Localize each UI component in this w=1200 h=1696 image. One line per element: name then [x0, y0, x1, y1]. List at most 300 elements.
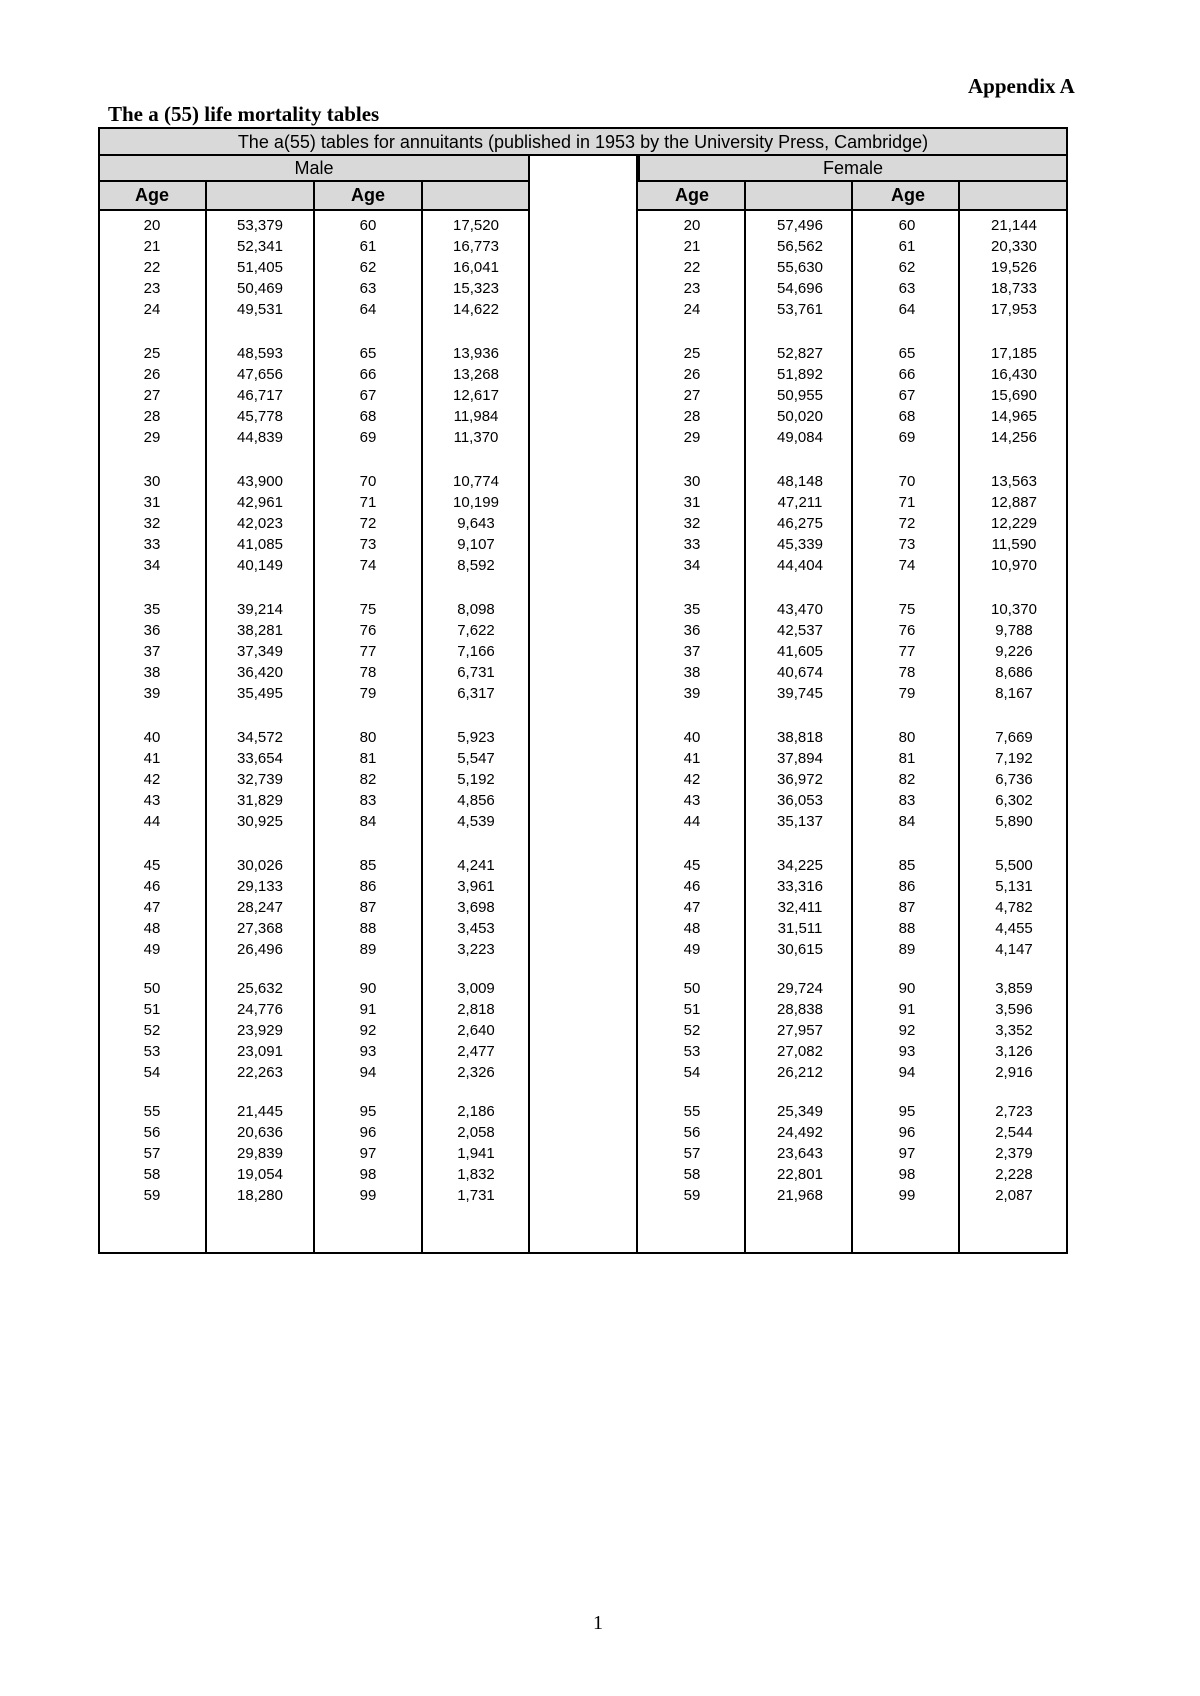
table-cell: 54 — [683, 1064, 701, 1081]
table-cell: 3,961 — [457, 878, 495, 895]
table-cell: 64 — [898, 301, 916, 318]
grid-line — [636, 156, 638, 1254]
grid-line — [851, 182, 853, 1254]
table-cell: 28,247 — [237, 899, 283, 916]
table-cell: 36 — [143, 622, 161, 639]
table-cell: 22 — [143, 259, 161, 276]
table-cell: 56 — [143, 1124, 161, 1141]
table-cell: 1,941 — [457, 1145, 495, 1162]
table-cell: 32 — [143, 515, 161, 532]
table-cell: 13,563 — [991, 473, 1037, 490]
table-cell: 24,776 — [237, 1001, 283, 1018]
table-cell: 97 — [898, 1145, 916, 1162]
female-group-header: Female — [638, 156, 1068, 182]
table-cell: 59 — [683, 1187, 701, 1204]
table-cell: 85 — [359, 857, 377, 874]
table-cell: 23 — [143, 280, 161, 297]
table-cell: 36,972 — [777, 771, 823, 788]
table-cell: 50,469 — [237, 280, 283, 297]
table-cell: 2,723 — [995, 1103, 1033, 1120]
table-cell: 34 — [143, 557, 161, 574]
table-cell: 21,144 — [991, 217, 1037, 234]
table-cell: 36,420 — [237, 664, 283, 681]
table-cell: 54,696 — [777, 280, 823, 297]
table-cell: 63 — [359, 280, 377, 297]
table-cell: 23,929 — [237, 1022, 283, 1039]
table-cell: 2,477 — [457, 1043, 495, 1060]
table-cell: 57,496 — [777, 217, 823, 234]
table-cell: 55,630 — [777, 259, 823, 276]
table-cell: 15,323 — [453, 280, 499, 297]
table-cell: 54 — [143, 1064, 161, 1081]
female-column-header-row — [638, 182, 1068, 211]
table-cell: 4,539 — [457, 813, 495, 830]
table-cell: 35,137 — [777, 813, 823, 830]
table-cell: 2,916 — [995, 1064, 1033, 1081]
table-cell: 37,349 — [237, 643, 283, 660]
table-cell: 60 — [359, 217, 377, 234]
table-cell: 42,961 — [237, 494, 283, 511]
table-cell: 72 — [898, 515, 916, 532]
table-cell: 16,041 — [453, 259, 499, 276]
table-cell: 5,923 — [457, 729, 495, 746]
table-cell: 29 — [143, 429, 161, 446]
table-cell: 21,445 — [237, 1103, 283, 1120]
table-cell: 35 — [683, 601, 701, 618]
table-cell: 89 — [359, 941, 377, 958]
table-cell: 76 — [898, 622, 916, 639]
table-cell: 25 — [683, 345, 701, 362]
table-cell: 82 — [898, 771, 916, 788]
table-cell: 5,547 — [457, 750, 495, 767]
table-cell: 46,275 — [777, 515, 823, 532]
table-cell: 2,640 — [457, 1022, 495, 1039]
table-cell: 53,761 — [777, 301, 823, 318]
male-age-header-2: Age — [350, 185, 385, 205]
table-cell: 47,211 — [777, 494, 823, 511]
table-cell: 50 — [143, 980, 161, 997]
table-cell: 60 — [898, 217, 916, 234]
table-cell: 7,622 — [457, 622, 495, 639]
table-cell: 4,455 — [995, 920, 1033, 937]
table-cell: 95 — [898, 1103, 916, 1120]
table-cell: 84 — [359, 813, 377, 830]
table-cell: 82 — [359, 771, 377, 788]
table-cell: 34,225 — [777, 857, 823, 874]
table-cell: 77 — [898, 643, 916, 660]
table-cell: 24 — [143, 301, 161, 318]
table-cell: 8,592 — [457, 557, 495, 574]
table-cell: 65 — [359, 345, 377, 362]
table-cell: 42,537 — [777, 622, 823, 639]
table-cell: 42 — [143, 771, 161, 788]
table-cell: 39,214 — [237, 601, 283, 618]
table-cell: 44 — [143, 813, 161, 830]
table-cell: 61 — [898, 238, 916, 255]
table-cell: 79 — [898, 685, 916, 702]
table-cell: 93 — [898, 1043, 916, 1060]
table-cell: 2,186 — [457, 1103, 495, 1120]
table-cell: 58 — [143, 1166, 161, 1183]
female-age-header-2: Age — [890, 185, 925, 205]
table-cell: 39 — [683, 685, 701, 702]
table-cell: 69 — [359, 429, 377, 446]
table-cell: 36,053 — [777, 792, 823, 809]
table-cell: 94 — [359, 1064, 377, 1081]
grid-line — [1066, 156, 1068, 1254]
table-bottom-border — [98, 1252, 1068, 1254]
table-cell: 52,827 — [777, 345, 823, 362]
table-cell: 86 — [898, 878, 916, 895]
table-cell: 48,148 — [777, 473, 823, 490]
table-cell: 45 — [683, 857, 701, 874]
table-cell: 65 — [898, 345, 916, 362]
table-cell: 91 — [359, 1001, 377, 1018]
table-cell: 81 — [898, 750, 916, 767]
table-cell: 27 — [143, 387, 161, 404]
table-cell: 37,894 — [777, 750, 823, 767]
table-cell: 92 — [359, 1022, 377, 1039]
table-cell: 23,643 — [777, 1145, 823, 1162]
grid-line — [205, 182, 207, 1254]
table-cell: 26,496 — [237, 941, 283, 958]
table-cell: 20 — [683, 217, 701, 234]
table-cell: 17,520 — [453, 217, 499, 234]
table-cell: 2,058 — [457, 1124, 495, 1141]
table-cell: 39,745 — [777, 685, 823, 702]
table-cell: 73 — [359, 536, 377, 553]
table-cell: 36 — [683, 622, 701, 639]
table-cell: 3,009 — [457, 980, 495, 997]
table-cell: 40,149 — [237, 557, 283, 574]
table-cell: 14,622 — [453, 301, 499, 318]
table-cell: 31,511 — [777, 920, 823, 937]
table-cell: 97 — [359, 1145, 377, 1162]
grid-line — [313, 182, 315, 1254]
table-cell: 78 — [359, 664, 377, 681]
table-cell: 80 — [898, 729, 916, 746]
document-title: The a (55) life mortality tables — [108, 102, 380, 126]
table-cell: 46 — [683, 878, 701, 895]
table-cell: 91 — [898, 1001, 916, 1018]
table-cell: 8,098 — [457, 601, 495, 618]
table-cell: 95 — [359, 1103, 377, 1120]
table-cell: 55 — [683, 1103, 701, 1120]
table-cell: 4,147 — [995, 941, 1033, 958]
table-cell: 27,957 — [777, 1022, 823, 1039]
table-cell: 86 — [359, 878, 377, 895]
table-cell: 31 — [683, 494, 701, 511]
table-cell: 13,268 — [453, 366, 499, 383]
table-cell: 25,349 — [777, 1103, 823, 1120]
table-cell: 29 — [683, 429, 701, 446]
table-cell: 38,818 — [777, 729, 823, 746]
table-cell: 12,229 — [991, 515, 1037, 532]
table-cell: 33,316 — [777, 878, 823, 895]
table-cell: 33,654 — [237, 750, 283, 767]
table-cell: 30 — [143, 473, 161, 490]
table-cell: 21 — [683, 238, 701, 255]
table-cell: 90 — [359, 980, 377, 997]
table-cell: 20 — [143, 217, 161, 234]
table-cell: 6,736 — [995, 771, 1033, 788]
table-cell: 25 — [143, 345, 161, 362]
table-cell: 26 — [143, 366, 161, 383]
table-cell: 84 — [898, 813, 916, 830]
table-cell: 27,082 — [777, 1043, 823, 1060]
table-cell: 10,774 — [453, 473, 499, 490]
table-cell: 22,263 — [237, 1064, 283, 1081]
table-cell: 80 — [359, 729, 377, 746]
table-cell: 81 — [359, 750, 377, 767]
table-cell: 85 — [898, 857, 916, 874]
table-cell: 53 — [143, 1043, 161, 1060]
table-cell: 12,887 — [991, 494, 1037, 511]
table-cell: 3,859 — [995, 980, 1033, 997]
table-cell: 47 — [143, 899, 161, 916]
table-cell: 30 — [683, 473, 701, 490]
table-cell: 4,241 — [457, 857, 495, 874]
grid-line — [421, 182, 423, 1254]
table-cell: 34 — [683, 557, 701, 574]
table-cell: 1,832 — [457, 1166, 495, 1183]
table-cell: 96 — [898, 1124, 916, 1141]
table-cell: 40 — [143, 729, 161, 746]
table-cell: 2,228 — [995, 1166, 1033, 1183]
table-cell: 51 — [683, 1001, 701, 1018]
table-cell: 2,544 — [995, 1124, 1033, 1141]
table-cell: 2,379 — [995, 1145, 1033, 1162]
table-cell: 18,280 — [237, 1187, 283, 1204]
table-cell: 16,773 — [453, 238, 499, 255]
table-cell: 88 — [359, 920, 377, 937]
table-cell: 28 — [683, 408, 701, 425]
table-cell: 14,256 — [991, 429, 1037, 446]
table-cell: 3,223 — [457, 941, 495, 958]
table-cell: 29,839 — [237, 1145, 283, 1162]
table-cell: 27 — [683, 387, 701, 404]
table-cell: 43,470 — [777, 601, 823, 618]
table-cell: 13,936 — [453, 345, 499, 362]
table-cell: 28,838 — [777, 1001, 823, 1018]
table-cell: 25,632 — [237, 980, 283, 997]
table-cell: 38 — [683, 664, 701, 681]
table-caption: The a(55) tables for annuitants (published in 1953 by the University Press, Cambridge) — [98, 127, 1068, 156]
table-cell: 3,453 — [457, 920, 495, 937]
table-cell: 41 — [143, 750, 161, 767]
table-cell: 67 — [359, 387, 377, 404]
table-cell: 38 — [143, 664, 161, 681]
table-cell: 98 — [359, 1166, 377, 1183]
table-cell: 3,698 — [457, 899, 495, 916]
table-cell: 46 — [143, 878, 161, 895]
table-cell: 44,839 — [237, 429, 283, 446]
table-cell: 14,965 — [991, 408, 1037, 425]
table-cell: 42 — [683, 771, 701, 788]
table-cell: 34,572 — [237, 729, 283, 746]
table-cell: 23,091 — [237, 1043, 283, 1060]
table-cell: 74 — [898, 557, 916, 574]
table-cell: 74 — [359, 557, 377, 574]
table-cell: 53,379 — [237, 217, 283, 234]
grid-line — [958, 182, 960, 1254]
table-cell: 96 — [359, 1124, 377, 1141]
mortality-table — [98, 127, 1068, 1256]
table-cell: 37 — [143, 643, 161, 660]
table-cell: 23 — [683, 280, 701, 297]
table-cell: 51 — [143, 1001, 161, 1018]
table-cell: 3,352 — [995, 1022, 1033, 1039]
grid-line — [744, 182, 746, 1254]
table-cell: 29,133 — [237, 878, 283, 895]
table-cell: 88 — [898, 920, 916, 937]
table-cell: 33 — [143, 536, 161, 553]
table-cell: 42,023 — [237, 515, 283, 532]
table-cell: 61 — [359, 238, 377, 255]
table-cell: 57 — [683, 1145, 701, 1162]
table-cell: 99 — [359, 1187, 377, 1204]
table-cell: 45 — [143, 857, 161, 874]
table-cell: 29,724 — [777, 980, 823, 997]
table-cell: 87 — [898, 899, 916, 916]
table-cell: 35 — [143, 601, 161, 618]
table-cell: 22,801 — [777, 1166, 823, 1183]
table-cell: 32,739 — [237, 771, 283, 788]
table-cell: 48 — [683, 920, 701, 937]
table-cell: 15,690 — [991, 387, 1037, 404]
table-cell: 31 — [143, 494, 161, 511]
table-cell: 76 — [359, 622, 377, 639]
table-cell: 20,636 — [237, 1124, 283, 1141]
table-cell: 40 — [683, 729, 701, 746]
table-cell: 21 — [143, 238, 161, 255]
table-cell: 49,531 — [237, 301, 283, 318]
table-cell: 47 — [683, 899, 701, 916]
table-cell: 47,656 — [237, 366, 283, 383]
table-cell: 56,562 — [777, 238, 823, 255]
table-cell: 26 — [683, 366, 701, 383]
table-cell: 94 — [898, 1064, 916, 1081]
table-cell: 68 — [359, 408, 377, 425]
table-cell: 41,085 — [237, 536, 283, 553]
table-cell: 68 — [898, 408, 916, 425]
table-cell: 24 — [683, 301, 701, 318]
table-cell: 77 — [359, 643, 377, 660]
table-cell: 43,900 — [237, 473, 283, 490]
table-cell: 71 — [359, 494, 377, 511]
table-cell: 69 — [898, 429, 916, 446]
table-cell: 7,166 — [457, 643, 495, 660]
table-cell: 17,953 — [991, 301, 1037, 318]
table-cell: 49 — [683, 941, 701, 958]
table-cell: 10,370 — [991, 601, 1037, 618]
table-cell: 43 — [143, 792, 161, 809]
appendix-label: Appendix A — [968, 74, 1075, 98]
table-cell: 46,717 — [237, 387, 283, 404]
table-cell: 38,281 — [237, 622, 283, 639]
table-cell: 19,526 — [991, 259, 1037, 276]
table-cell: 52,341 — [237, 238, 283, 255]
table-cell: 35,495 — [237, 685, 283, 702]
table-cell: 3,126 — [995, 1043, 1033, 1060]
grid-line — [98, 156, 100, 1254]
table-cell: 9,643 — [457, 515, 495, 532]
table-cell: 22 — [683, 259, 701, 276]
table-cell: 10,199 — [453, 494, 499, 511]
table-cell: 45,778 — [237, 408, 283, 425]
table-cell: 87 — [359, 899, 377, 916]
table-cell: 52 — [683, 1022, 701, 1039]
table-cell: 64 — [359, 301, 377, 318]
table-cell: 5,500 — [995, 857, 1033, 874]
table-cell: 67 — [898, 387, 916, 404]
table-cell: 9,107 — [457, 536, 495, 553]
table-cell: 30,026 — [237, 857, 283, 874]
table-cell: 4,856 — [457, 792, 495, 809]
table-cell: 30,615 — [777, 941, 823, 958]
table-cell: 90 — [898, 980, 916, 997]
table-cell: 70 — [898, 473, 916, 490]
table-cell: 16,430 — [991, 366, 1037, 383]
table-cell: 50,020 — [777, 408, 823, 425]
table-cell: 9,226 — [995, 643, 1033, 660]
table-cell: 19,054 — [237, 1166, 283, 1183]
table-cell: 83 — [359, 792, 377, 809]
table-cell: 72 — [359, 515, 377, 532]
table-cell: 1,731 — [457, 1187, 495, 1204]
table-cell: 11,984 — [453, 408, 499, 425]
table-cell: 32 — [683, 515, 701, 532]
table-cell: 62 — [898, 259, 916, 276]
table-cell: 49,084 — [777, 429, 823, 446]
table-cell: 70 — [359, 473, 377, 490]
page-number: 1 — [593, 1612, 603, 1634]
table-cell: 93 — [359, 1043, 377, 1060]
table-cell: 73 — [898, 536, 916, 553]
table-cell: 50 — [683, 980, 701, 997]
table-cell: 75 — [359, 601, 377, 618]
table-cell: 39 — [143, 685, 161, 702]
table-cell: 3,596 — [995, 1001, 1033, 1018]
table-cell: 6,317 — [457, 685, 495, 702]
table-cell: 51,892 — [777, 366, 823, 383]
table-cell: 24,492 — [777, 1124, 823, 1141]
table-cell: 11,370 — [453, 429, 499, 446]
table-cell: 41 — [683, 750, 701, 767]
table-cell: 32,411 — [777, 899, 823, 916]
table-cell: 79 — [359, 685, 377, 702]
grid-line — [528, 156, 530, 1254]
table-cell: 43 — [683, 792, 701, 809]
table-cell: 53 — [683, 1043, 701, 1060]
table-cell: 7,192 — [995, 750, 1033, 767]
table-cell: 59 — [143, 1187, 161, 1204]
table-cell: 40,674 — [777, 664, 823, 681]
table-cell: 99 — [898, 1187, 916, 1204]
table-cell: 31,829 — [237, 792, 283, 809]
table-cell: 5,890 — [995, 813, 1033, 830]
table-cell: 66 — [359, 366, 377, 383]
table-cell: 83 — [898, 792, 916, 809]
table-cell: 10,970 — [991, 557, 1037, 574]
table-cell: 33 — [683, 536, 701, 553]
table-cell: 12,617 — [453, 387, 499, 404]
table-cell: 6,731 — [457, 664, 495, 681]
table-cell: 50,955 — [777, 387, 823, 404]
table-cell: 58 — [683, 1166, 701, 1183]
table-cell: 20,330 — [991, 238, 1037, 255]
table-cell: 11,590 — [991, 536, 1037, 553]
